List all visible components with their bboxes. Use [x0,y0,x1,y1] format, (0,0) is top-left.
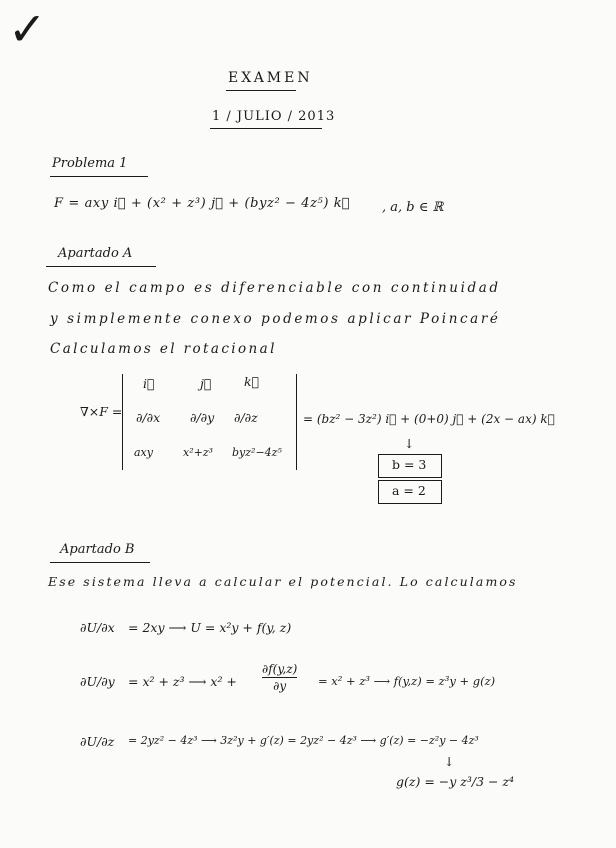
date-underline [210,128,322,129]
problem-heading: Problema 1 [52,156,128,171]
curl-arrow: ↓ [404,436,415,451]
eq1-lhs: ∂U/∂x [80,620,115,635]
determinant-right-bar [296,374,297,470]
section-a-underline [46,266,156,267]
eq3-arrow: ↓ [444,754,455,769]
parameter-domain: , a, b ∈ ℝ [382,200,444,215]
matrix-component-p: axy [134,446,153,459]
eq3-rhs: = 2yz² − 4z³ ⟶ 3z²y + g′(z) = 2yz² − 4z³ ⟶ g′(z) = −z²y − 4z³ [128,734,479,747]
section-a-text-line-1: Como el campo es diferenciable con continuidad [48,280,501,296]
curl-result: = (bz² − 3z²) i⃗ + (0+0) j⃗ + (2x − ax) k⃗ [303,412,555,426]
curl-label: ∇×F = [80,404,123,419]
matrix-partial-z: ∂/∂z [234,410,258,425]
section-b-heading: Apartado B [60,542,135,557]
eq2-fraction-numerator: ∂f(y,z) [262,662,298,676]
eq2-fraction [262,662,297,693]
eq4: g(z) = −y z³/3 − z⁴ [396,774,515,789]
title-underline [226,90,296,91]
eq3-lhs: ∂U/∂z [80,734,115,749]
vector-field-definition: F = axy i⃗ + (x² + z³) j⃗ + (byz² − 4z⁵) k⃗ [54,196,351,211]
eq2-mid: = x² + z³ ⟶ x² + [128,674,237,689]
eq2-lhs: ∂U/∂y [80,674,115,689]
eq2-rest: = x² + z³ ⟶ f(y,z) = z³y + g(z) [318,674,496,688]
matrix-j-hat: j⃗ [200,376,212,391]
matrix-component-q: x²+z³ [183,446,214,459]
section-a-text-line-2: y simplemente conexo podemos aplicar Poincaré [50,311,501,327]
eq1-rhs: = 2xy ⟶ U = x²y + f(y, z) [128,620,292,635]
section-b-underline [50,562,150,563]
result-b: b = 3 [392,457,427,472]
exam-title: EXAMEN [228,70,313,86]
eq2-fraction-bar [262,677,297,678]
determinant-left-bar [122,374,123,470]
exam-date: 1 / JULIO / 2013 [212,109,336,124]
problem-underline [50,176,148,177]
section-b-text-line-1: Ese sistema lleva a calcular el potencial. Lo calculamos [48,574,518,589]
section-a-text-line-3: Calculamos el rotacional [50,341,277,357]
result-a: a = 2 [392,483,426,498]
matrix-k-hat: k⃗ [244,374,260,389]
check-mark: ✓ [8,2,47,56]
matrix-component-r: byz²−4z⁵ [232,446,282,459]
matrix-partial-y: ∂/∂y [190,410,215,425]
section-a-heading: Apartado A [58,246,133,261]
matrix-partial-x: ∂/∂x [136,410,161,425]
matrix-i-hat: i⃗ [143,376,155,391]
eq2-fraction-denominator: ∂y [273,679,287,693]
